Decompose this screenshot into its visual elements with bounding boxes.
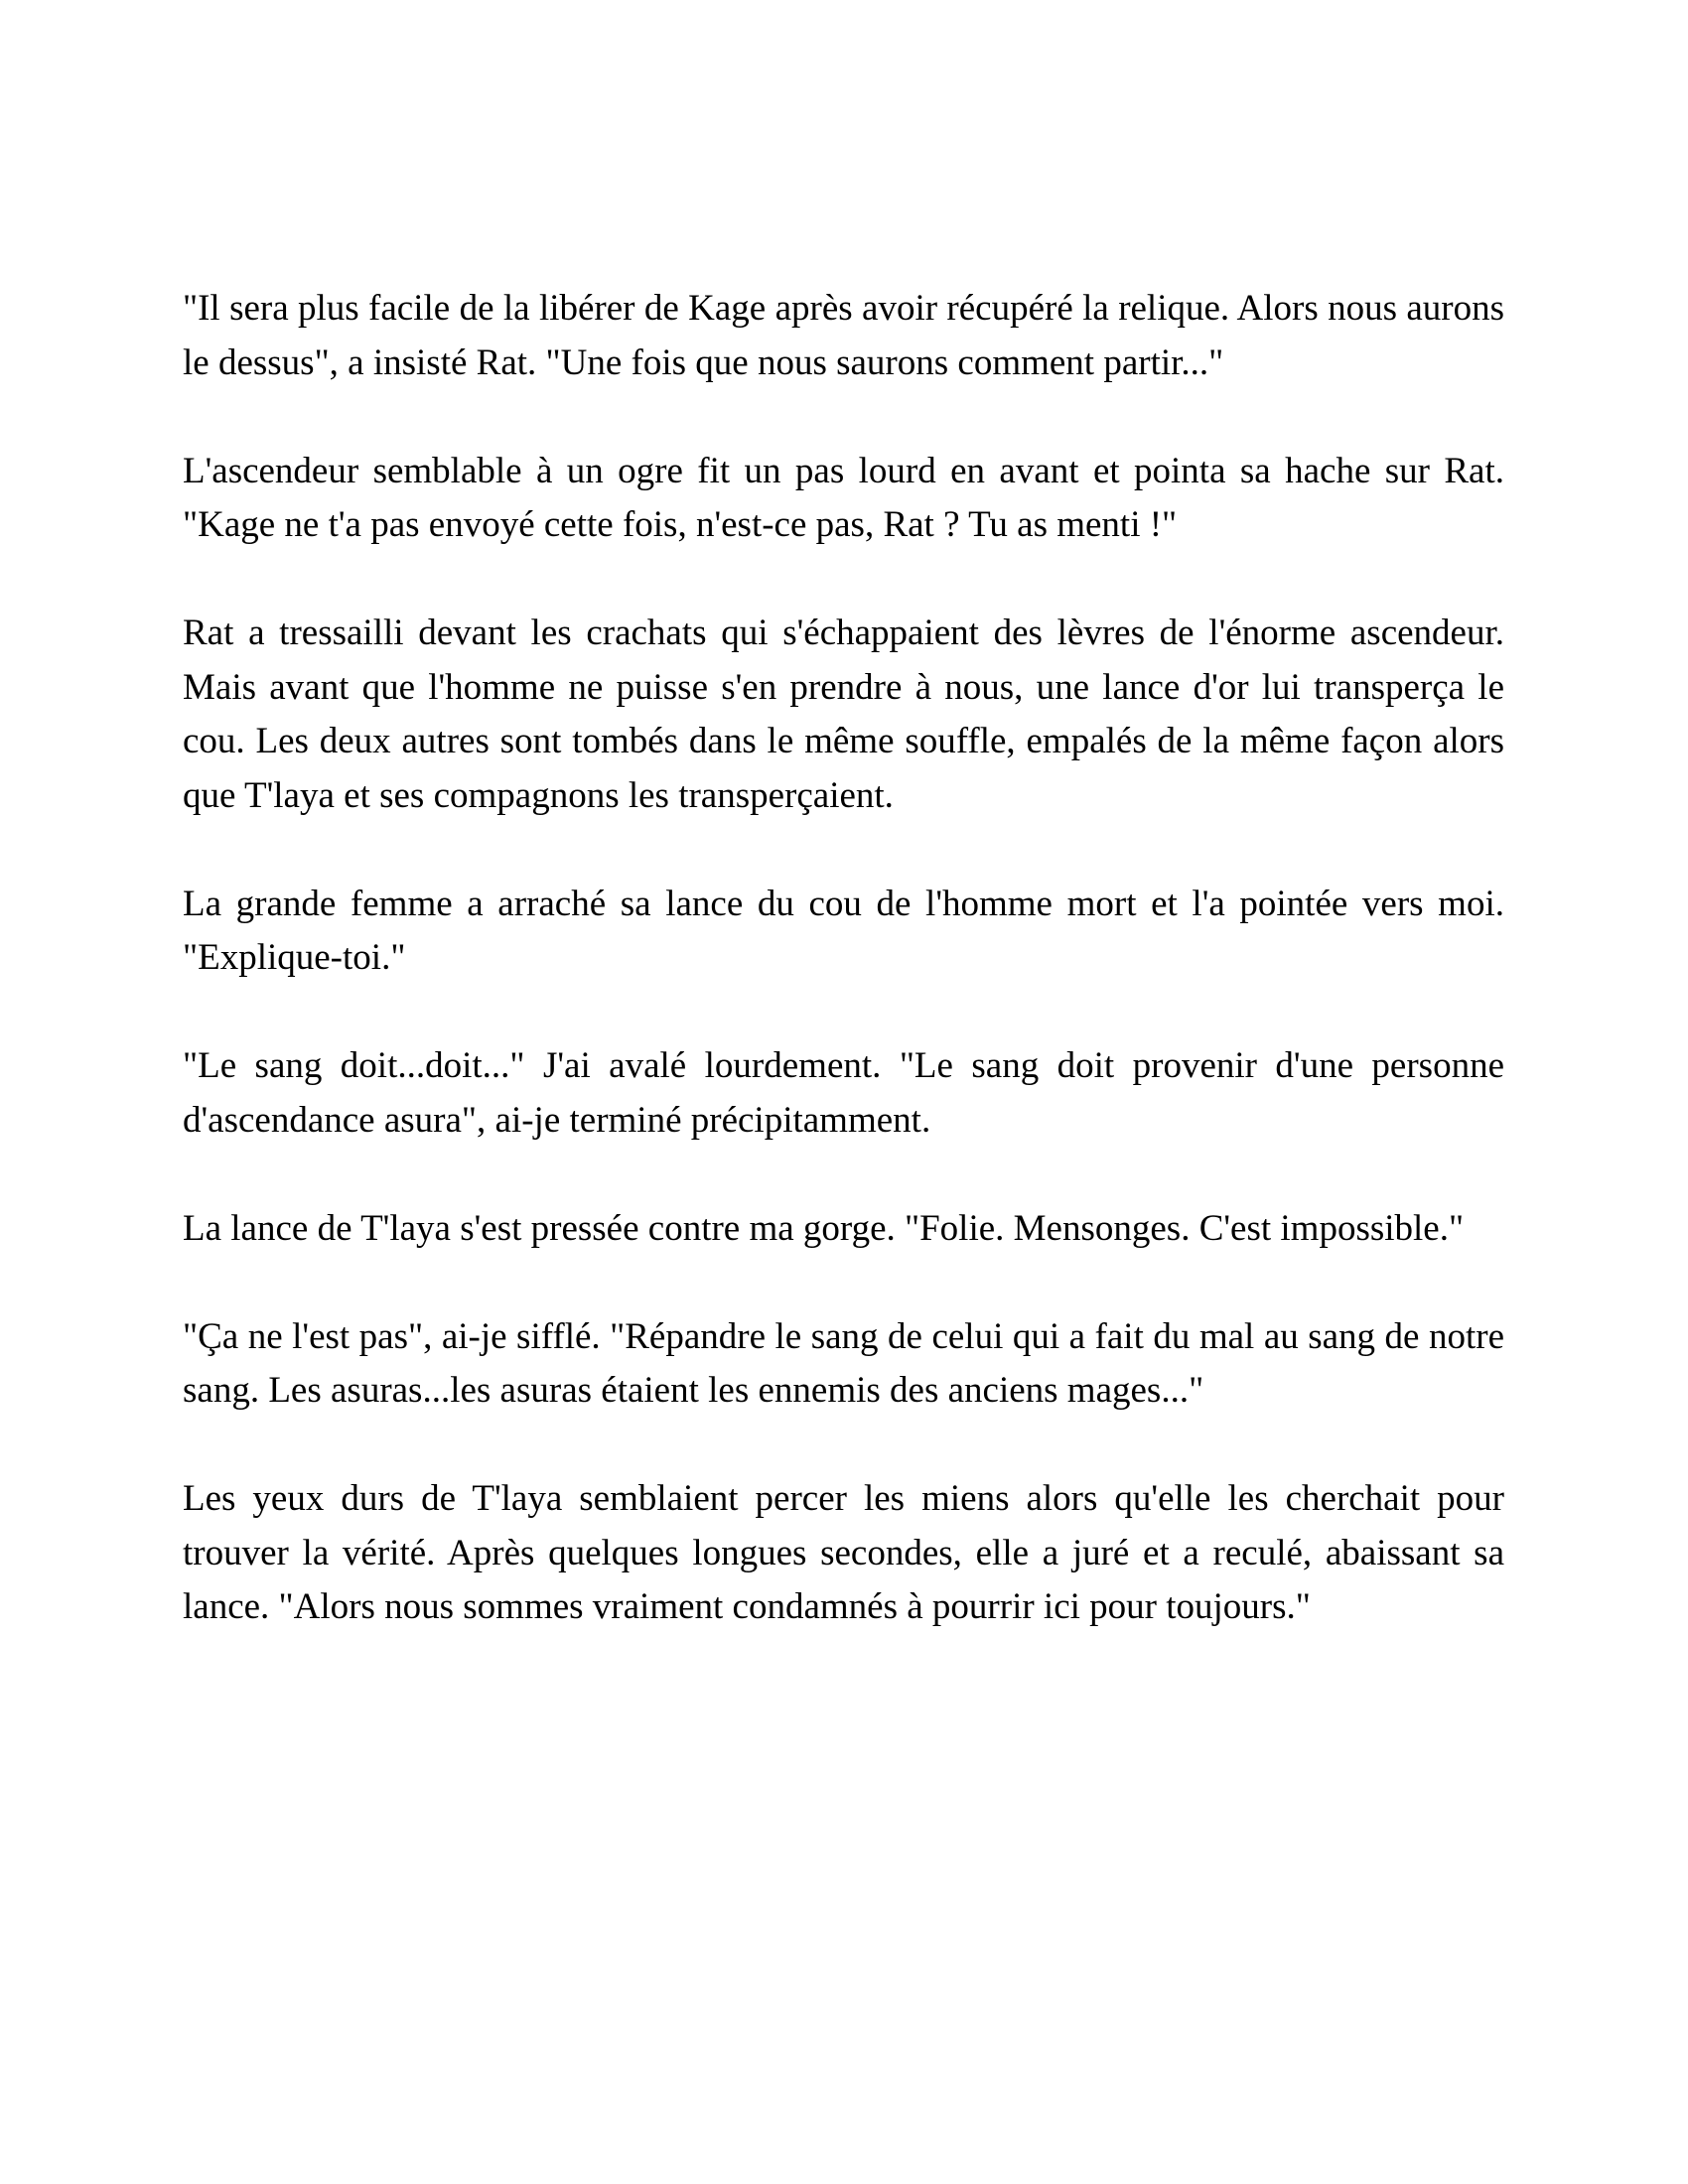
paragraph-7: "Ça ne l'est pas", ai-je sifflé. "Répandre le sang de celui qui a fait du mal au sang de notre sang. Les asuras...les asuras étaient les ennemis des anciens mages..." [183,1315,1504,1411]
paragraph-1: "Il sera plus facile de la libérer de Kage après avoir récupéré la relique. Alors nous aurons le dessus", a insisté Rat. "Une fois que nous saurons comment partir..." [183,288,1504,383]
paragraph-4: La grande femme a arraché sa lance du cou de l'homme mort et l'a pointée vers moi. "Explique-toi." [183,883,1504,978]
paragraph-8: Les yeux durs de T'laya semblaient percer les miens alors qu'elle les cherchait pour trouver la vérité. Après quelques longues secondes, elle a juré et a reculé, abaissant sa lance. "Alors nous sommes vraiment condamnés à pourrir ici pour toujours." [183,1478,1504,1627]
paragraph-2: L'ascendeur semblable à un ogre fit un pas lourd en avant et pointa sa hache sur Rat. "Kage ne t'a pas envoyé cette fois, n'est-ce pas, Rat ? Tu as menti !" [183,450,1504,545]
paragraph-6: La lance de T'laya s'est pressée contre ma gorge. "Folie. Mensonges. C'est impossible." [183,1207,1465,1249]
paragraph-3: Rat a tressailli devant les crachats qui s'échappaient des lèvres de l'énorme ascendeur. Mais avant que l'homme ne puisse s'en prendre à nous, une lance d'or lui transperça le cou. Les deux autres sont tombés dans le même souffle, empalés de la même façon alors que T'laya et ses compagnons les transperçaient. [183,613,1504,816]
paragraph-5: "Le sang doit...doit..." J'ai avalé lourdement. "Le sang doit provenir d'une personne d'ascendance asura", ai-je terminé précipitamment. [183,1045,1504,1141]
document-page [183,282,1504,1689]
